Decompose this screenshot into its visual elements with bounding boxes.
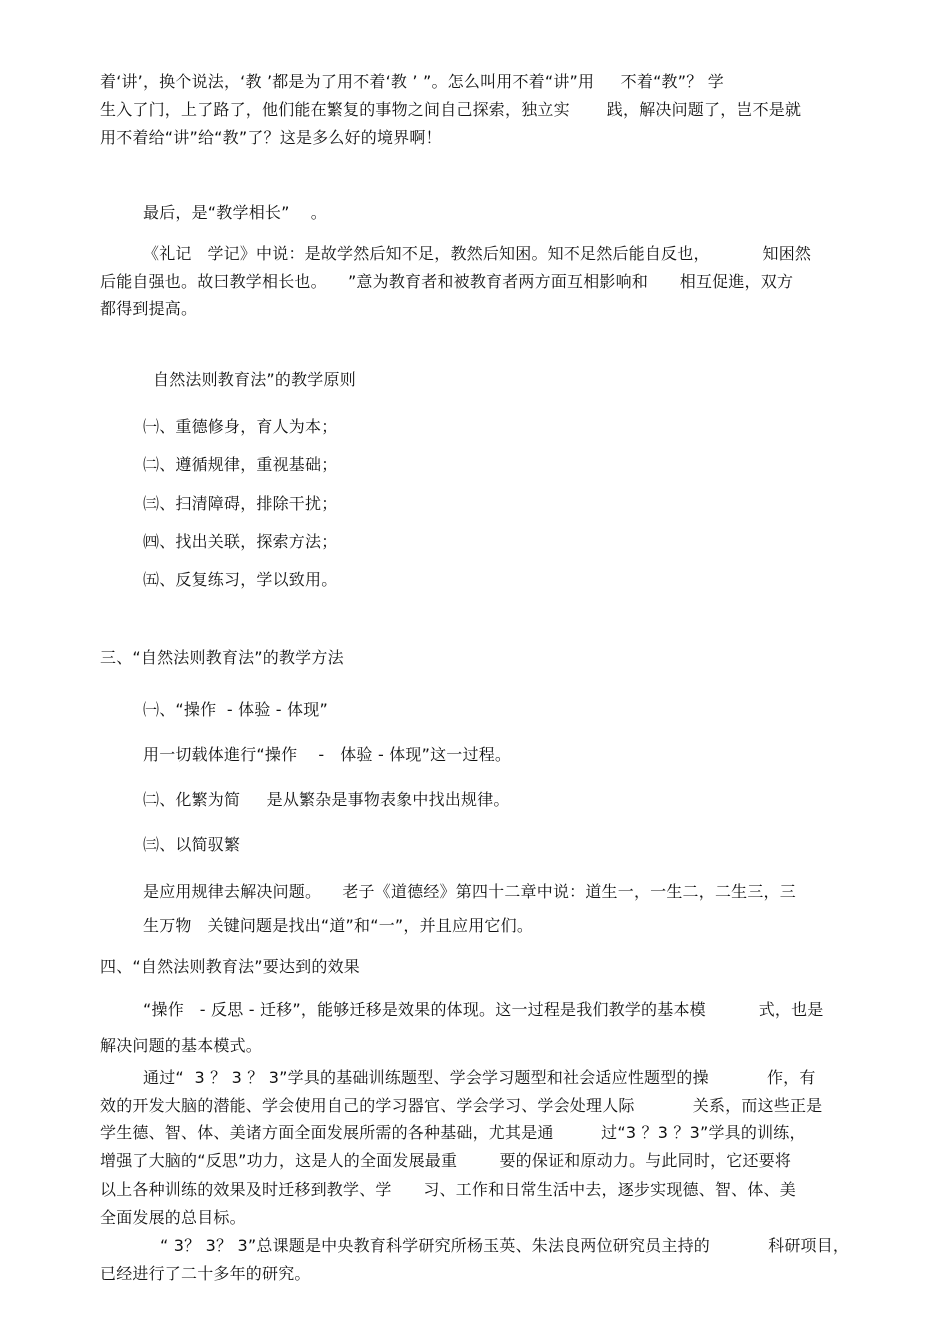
principles-title: 自然法则教育法”的教学原则: [153, 370, 356, 389]
quote-line-1: 《礼记 学记》中说：是故学然后知不足，教然后知困。知不足然后能自反也， 知困然: [143, 244, 812, 263]
principle-item: ㈣、找出关联，探索方法；: [143, 532, 338, 551]
effects-title: 四、“自然法则教育法”要达到的效果: [100, 957, 360, 976]
principle-item: ㈡、遵循规律，重视基础；: [143, 455, 338, 474]
principle-item: ㈢、扫清障碍，排除干扰；: [143, 494, 338, 513]
method-3-line-1: 是应用规律去解决问题。 老子《道德经》第四十二章中说：道生一，一生二，二生三，三: [143, 882, 796, 901]
effects-p2-line-4: 增强了大脑的“反思”功力，这是人的全面发展最重 要的保证和原动力。与此同时，它还要将: [100, 1151, 792, 1170]
intro-line-2: 生入了门，上了路了，他们能在繁复的事物之间自己探索，独立实 践，解决问题了，岂不是就: [100, 100, 802, 119]
effects-p2-line-5: 以上各种训练的效果及时迁移到教学、学 习、工作和日常生活中去，逐步实现德、智、体、美: [100, 1180, 796, 1199]
principle-item: ㈤、反复练习，学以致用。: [143, 570, 338, 589]
effects-p1-line-2: 解决问题的基本模式。: [100, 1036, 263, 1055]
intro-line-1: 着‘讲’，换个说法，‘教 ’都是为了用不着‘教 ’ ”。怎么叫用不着“讲”用 不着“教”？ 学: [100, 72, 724, 91]
method-1-text: 用一切载体進行“操作 - 体验 - 体现”这一过程。: [143, 745, 512, 764]
quote-line-3: 都得到提高。: [100, 299, 198, 318]
quote-line-2: 后能自强也。故曰教学相长也。 ”意为教育者和被教育者两方面互相影响和 相互促進，双方: [100, 272, 794, 291]
method-1-title: ㈠、“操作 - 体验 - 体现”: [143, 700, 328, 719]
method-3-line-2: 生万物 关键问题是找出“道”和“一”，并且应用它们。: [143, 916, 534, 935]
effects-p3-line-1: “ 3？ 3？ 3”总课题是中央教育科学研究所杨玉英、朱法良两位研究员主持的 科研项目，: [160, 1236, 850, 1255]
last-heading: 最后，是“教学相长” 。: [143, 203, 327, 222]
effects-p1-line-1: “操作 - 反思 - 迁移”，能够迁移是效果的体现。这一过程是我们教学的基本模 式，也是: [143, 1000, 824, 1019]
effects-p2-line-3: 学生德、智、体、美诸方面全面发展所需的各种基础，尤其是通 过“3 ？3 ？3”学具的训练，: [100, 1123, 806, 1142]
effects-p2-line-2: 效的开发大脑的潜能、学会使用自己的学习器官、学会学习、学会处理人际 关系，而这些正是: [100, 1096, 823, 1115]
principle-item: ㈠、重德修身，育人为本；: [143, 417, 338, 436]
method-2: ㈡、化繁为简 是从繁杂是事物表象中找出规律。: [143, 790, 510, 809]
methods-title: 三、“自然法则教育法”的教学方法: [100, 648, 344, 667]
effects-p2-line-6: 全面发展的总目标。: [100, 1208, 246, 1227]
effects-p2-line-1: 通过“ 3 ？ 3 ？ 3”学具的基础训练题型、学会学习题型和社会适应性题型的操 作，有: [143, 1068, 816, 1087]
effects-p3-line-2: 已经进行了二十多年的研究。: [100, 1264, 311, 1283]
intro-line-3: 用不着给“讲”给“教”了？这是多么好的境界啊！: [100, 128, 442, 147]
method-3-title: ㈢、以简驭繁: [143, 835, 241, 854]
